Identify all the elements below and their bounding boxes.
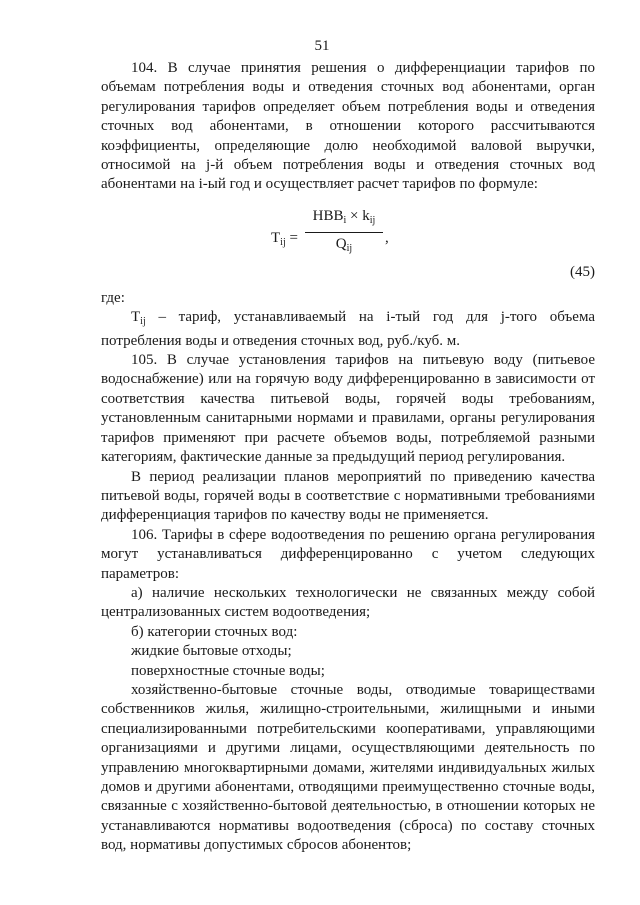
formula-trailing-comma: ,	[385, 229, 389, 246]
list-item-b-liquid-waste: жидкие бытовые отходы;	[131, 643, 292, 660]
formula-45	[101, 207, 595, 263]
formula-num-sub-i: i	[343, 214, 347, 226]
paragraph-105: 105. В случае установления тарифов на питьевую воду (питьевое водоснабжение) или на горячую воду дифференцированно в зависимости от соответствия качества питьевой воды, горячей воды требованиям, установленным санитарными нормами и правилами, органы регулирования тарифов применяют при расчете объемов воды, потребляемой разными категориям, фактические данные за предыдущий период регулирования.	[101, 352, 595, 466]
formula-num-main: НВВ	[312, 207, 344, 224]
paragraph-104: 104. В случае принятия решения о дифференциации тарифов по объемам потребления воды и отведения сточных вод абонентами, орган регулирования тарифов определяет объем потребления воды и отведения сточных вод абонентами, в отношении которого рассчитываются коэффициенты, определяющие долю необходимой валовой выручки, относимой на j-й объем потребления воды и отведения сточных вод абонентами на i-ый год и осуществляет расчет тарифов по формуле:	[101, 60, 595, 193]
list-item-b-surface-water: поверхностные сточные воды;	[131, 662, 325, 679]
list-item-a: а) наличие нескольких технологически не связанных между собой централизованных систем водоотведения;	[101, 584, 595, 621]
equation-number: (45)	[570, 263, 595, 280]
formula-equals: =	[289, 229, 298, 246]
paragraph-106: 106. Тарифы в сфере водоотведения по решению органа регулирования могут устанавливаться дифференцированно с учетом следующих параметров:	[101, 526, 595, 582]
where-label: где:	[101, 289, 125, 306]
page-number: 51	[314, 38, 330, 54]
formula-fraction	[305, 207, 383, 259]
definition-tij	[101, 308, 595, 351]
definition-text: – тариф, устанавливаемый на i-тый год для j-того объема потребления воды и отведения сточных вод, руб./куб. м.	[101, 309, 595, 349]
list-item-b: б) категории сточных вод:	[131, 623, 298, 640]
formula-denominator	[305, 233, 383, 258]
document-body	[101, 59, 595, 856]
formula-lhs	[271, 229, 298, 252]
definition-symbol: T	[131, 309, 141, 326]
formula-den-main: Q	[335, 236, 347, 253]
formula-den-sub: ij	[346, 243, 353, 255]
paragraph-105-continued: В период реализации планов мероприятий по приведению качества питьевой воды, горячей воды в соответствие с нормативными требованиями дифференциация тарифов по качеству воды не применяется.	[101, 468, 595, 524]
list-item-b-household-water: хозяйственно-бытовые сточные воды, отводимые товариществами собственников жилья, жилищно-строительными, жилищными и иными специализированными потребительскими кооперативами, управляющими организациями и другими лицами, осуществляющими деятельность по управлению многоквартирными домами, жителями индивидуальных жилых домов и другими абонентами, отводящими преимущественно сточные воды, связанные с хозяйственно-бытовой деятельностью, в отношении которых не устанавливаются нормативы водоотведения (сброса) по составу сточных вод, нормативы допустимых сбросов абонентов;	[101, 681, 595, 854]
formula-lhs-symbol: T	[271, 229, 281, 246]
formula-num-sub-ij: ij	[369, 214, 376, 226]
definition-subscript: ij	[140, 316, 146, 328]
formula-lhs-subscript: ij	[280, 236, 286, 248]
formula-num-times: × k	[350, 207, 370, 224]
formula-numerator	[305, 207, 383, 232]
